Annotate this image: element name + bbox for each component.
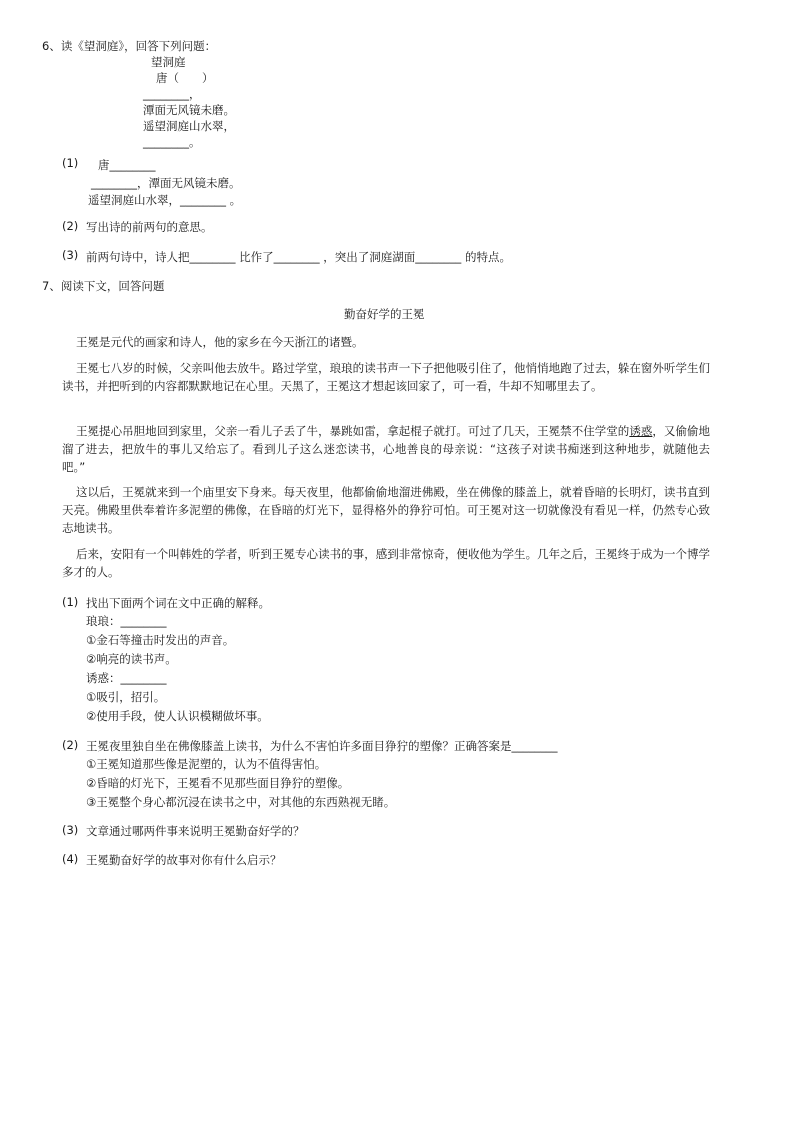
- word-2-blank: 诱惑：________: [86, 671, 167, 685]
- q7-sub4-text: 王冕勤奋好学的故事对你有什么启示？: [86, 853, 282, 867]
- q7-sub4-number: (4): [62, 852, 79, 866]
- word-1-blank: 琅琅：________: [86, 614, 167, 628]
- article-paragraph-2: 王冕七八岁的时候，父亲叫他去放牛。路过学堂，琅琅的读书声一下子把他吸引住了，他悄悄地跑了过去，躲在窗外听学生们读书，并把听到的内容都默默地记在心里。天黑了，王冕这才想起该回家了，可一看，牛却不知哪里去了。: [62, 361, 710, 393]
- q7-sub2-number: (2): [62, 738, 79, 752]
- paragraph-3-part-b: ，又偷偷地溜了进去，把放牛的事儿又给忘了。看到儿子这么迷恋读书，心地善良的母亲说：“这孩子对读书痴迷到这种地步，就随他去吧。”: [62, 424, 711, 474]
- q6-sub3-text: 前两句诗中，诗人把________ 比作了________ ，突出了洞庭湖面________ 的特点。: [86, 250, 511, 264]
- paragraph-3-part-a: 王冕提心吊胆地回到家里，父亲一看儿子丢了牛，暴跳如雷，拿起棍子就打。可过了几天，王冕禁不住学堂的: [76, 424, 630, 438]
- q6-sub2-text: 写出诗的前两句的意思。: [86, 220, 213, 234]
- word-2-option-2: ②使用手段，使人认识模糊做坏事。: [86, 709, 269, 723]
- q6-heading: 6、读《望洞庭》，回答下列问题：: [42, 39, 217, 53]
- q7-sub2-option-1: ①王冕知道那些像是泥塑的，认为不值得害怕。: [86, 757, 327, 771]
- q7-sub2-text: 王冕夜里独自坐在佛像膝盖上读书，为什么不害怕许多面目狰狞的塑像？正确答案是________: [86, 739, 558, 753]
- q6-sub2-number: (2): [62, 219, 79, 233]
- q6-sub1-line-2: ________，潭面无风镜未磨。: [91, 176, 241, 190]
- poem-title: 望洞庭: [151, 55, 186, 69]
- q7-sub3-number: (3): [62, 823, 79, 837]
- q6-sub1-number: (1): [62, 156, 79, 170]
- word-2-option-1: ①吸引，招引。: [86, 690, 166, 704]
- q6-sub1-line-1: 唐________: [98, 158, 156, 172]
- word-1-option-1: ①金石等撞击时发出的声音。: [86, 633, 235, 647]
- poem-line-2: 潭面无风镜未磨。: [143, 103, 235, 117]
- poem-line-4: ________。: [143, 135, 201, 149]
- article-title: 勤奋好学的王冕: [344, 307, 425, 321]
- q6-sub1-line-3: 遥望洞庭山水翠，________ 。: [88, 193, 242, 207]
- q7-sub2-option-2: ②昏暗的灯光下，王冕看不见那些面目狰狞的塑像。: [86, 776, 350, 790]
- article-paragraph-3: [62, 422, 710, 476]
- q7-sub1-number: (1): [62, 595, 79, 609]
- article-paragraph-1: 王冕是元代的画家和诗人，他的家乡在今天浙江的诸暨。: [76, 335, 364, 349]
- poem-line-1: ________，: [143, 87, 201, 101]
- q7-heading: 7、阅读下文，回答问题: [42, 279, 165, 293]
- article-paragraph-5: 后来，安阳有一个叫韩姓的学者，听到王冕专心读书的事，感到非常惊奇，便收他为学生。几年之后，王冕终于成为一个博学多才的人。: [62, 547, 710, 579]
- poem-line-3: 遥望洞庭山水翠，: [143, 119, 235, 133]
- q7-sub3-text: 文章通过哪两件事来说明王冕勤奋好学的？: [86, 824, 305, 838]
- poem-author: 唐（ ）: [156, 71, 214, 85]
- underlined-word: 诱惑: [629, 424, 653, 438]
- article-paragraph-4: 这以后，王冕就来到一个庙里安下身来。每天夜里，他都偷偷地溜进佛殿，坐在佛像的膝盖上，就着昏暗的长明灯，读书直到天亮。佛殿里供奉着许多泥塑的佛像，在昏暗的灯光下，显得格外的狰狞可怕。可王冕对这一切就像没有看见一样，仍然专心致志地读书。: [62, 485, 710, 535]
- q7-sub2-option-3: ③王冕整个身心都沉浸在读书之中，对其他的东西熟视无睹。: [86, 795, 396, 809]
- q6-sub3-number: (3): [62, 248, 79, 262]
- word-1-option-2: ②响亮的读书声。: [86, 652, 177, 666]
- q7-sub1-text: 找出下面两个词在文中正确的解释。: [86, 596, 270, 610]
